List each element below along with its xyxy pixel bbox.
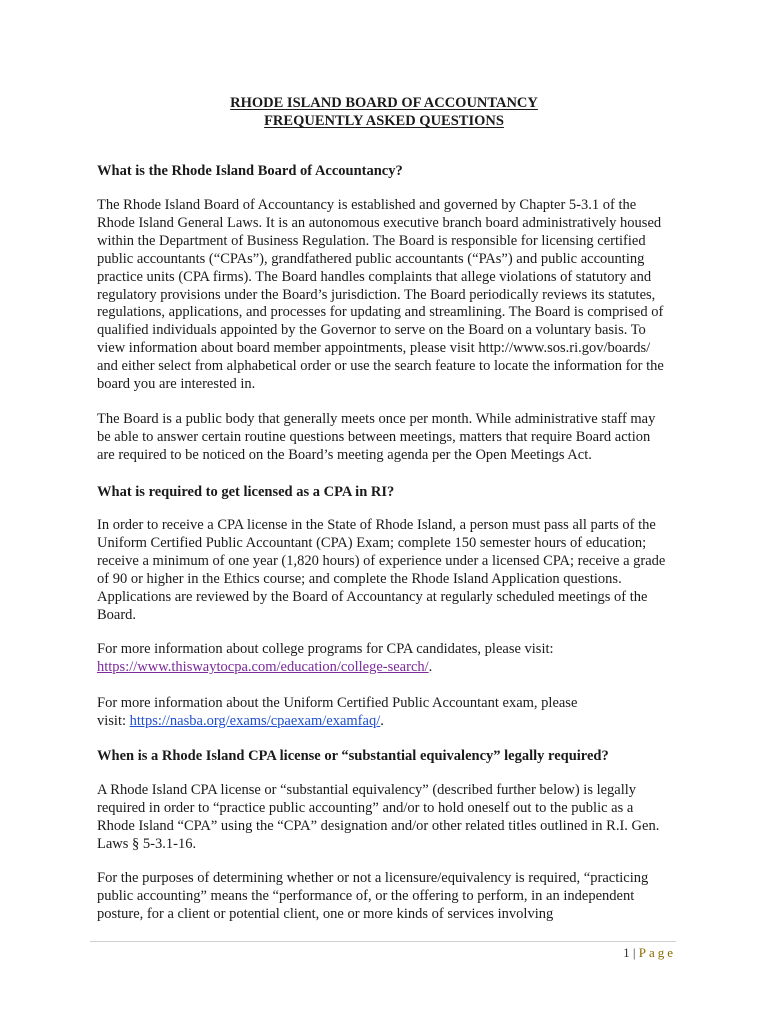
question-licensing: What is required to get licensed as a CPA in RI? <box>97 484 395 500</box>
cpa-exam-trail: . <box>380 712 384 729</box>
paragraph-license-requirements: In order to receive a CPA license in the State of Rhode Island, a person must pass all parts of the Uniform Certified Public Accountant (CPA) Exam; complete 150 semester hours of education; receive a minimum of one year (1,820 hours) of experience under a licensed CPA; receive a grade of 90 or higher in the Ethics course; and complete the Rhode Island Application questions. Applications are reviewed by the Board of Accountancy at regularly scheduled meetings of the Board. <box>97 517 666 623</box>
paragraph-license-required: A Rhode Island CPA license or “substantial equivalency” (described further below) is legally required in order to “practice public accounting” and/or to hold oneself out to the public as a Rhode Island “CPA” using the “CPA” designation and/or other related titles outlined in R.I. Gen. Laws § 5-3.1-16. <box>97 782 660 852</box>
page-separator: | <box>632 945 636 960</box>
paragraph-cpa-exam <box>97 695 607 731</box>
cpa-exam-text: For more information about the Uniform Certified Public Accountant exam, please visit: <box>97 695 578 729</box>
title-line-2: FREQUENTLY ASKED QUESTIONS <box>264 113 504 129</box>
college-programs-text: For more information about college programs for CPA candidates, please visit: <box>97 641 554 657</box>
question-board: What is the Rhode Island Board of Accountancy? <box>97 163 403 179</box>
question-license-required: When is a Rhode Island CPA license or “substantial equivalency” legally required? <box>97 748 609 764</box>
paragraph-board-description: The Rhode Island Board of Accountancy is established and governed by Chapter 5-3.1 of the Rhode Island General Laws. It is an autonomous executive branch board administratively housed within the Department of Business Regulation. The Board is responsible for licensing certified public accountants (“CPAs”), grandfathered public accountants (“PAs”) and public accounting practice units (CPA firms). The Board handles complaints that allege violations of statutory and regulatory provisions under the Board’s jurisdiction. The Board periodically reviews its statutes, regulations, applications, and processes for updating and streamlining. The Board is comprised of qualified individuals appointed by the Governor to serve on the Board on a voluntary basis. To view information about board member appointments, please visit http://www.sos.ri.gov/boards/ and either select from alphabetical order or use the search feature to locate the information for the board you are interested in. <box>97 197 664 393</box>
paragraph-practicing-definition: For the purposes of determining whether or not a licensure/equivalency is required, “practicing public accounting” means the “performance of, or the offering to perform, in an independent posture, for a client or potential client, one or more kinds of services involving <box>97 870 649 922</box>
footer-divider <box>90 941 676 942</box>
cpa-exam-faq-link[interactable]: https://nasba.org/exams/cpaexam/examfaq/ <box>129 712 381 729</box>
page-number: 1 <box>623 945 630 960</box>
page-footer <box>623 945 676 961</box>
paragraph-college-programs <box>97 641 557 677</box>
paragraph-board-meetings: The Board is a public body that generally meets once per month. While administrative staff may be able to answer certain routine questions between meetings, matters that require Board action are required to be noticed on the Board’s meeting agenda per the Open Meetings Act. <box>97 411 656 463</box>
college-programs-trail: . <box>428 658 433 675</box>
page-label: Page <box>638 945 676 960</box>
college-search-link[interactable]: https://www.thiswaytocpa.com/education/college-search/ <box>97 658 429 675</box>
document-title <box>0 94 768 130</box>
title-line-1: RHODE ISLAND BOARD OF ACCOUNTANCY <box>230 95 538 111</box>
